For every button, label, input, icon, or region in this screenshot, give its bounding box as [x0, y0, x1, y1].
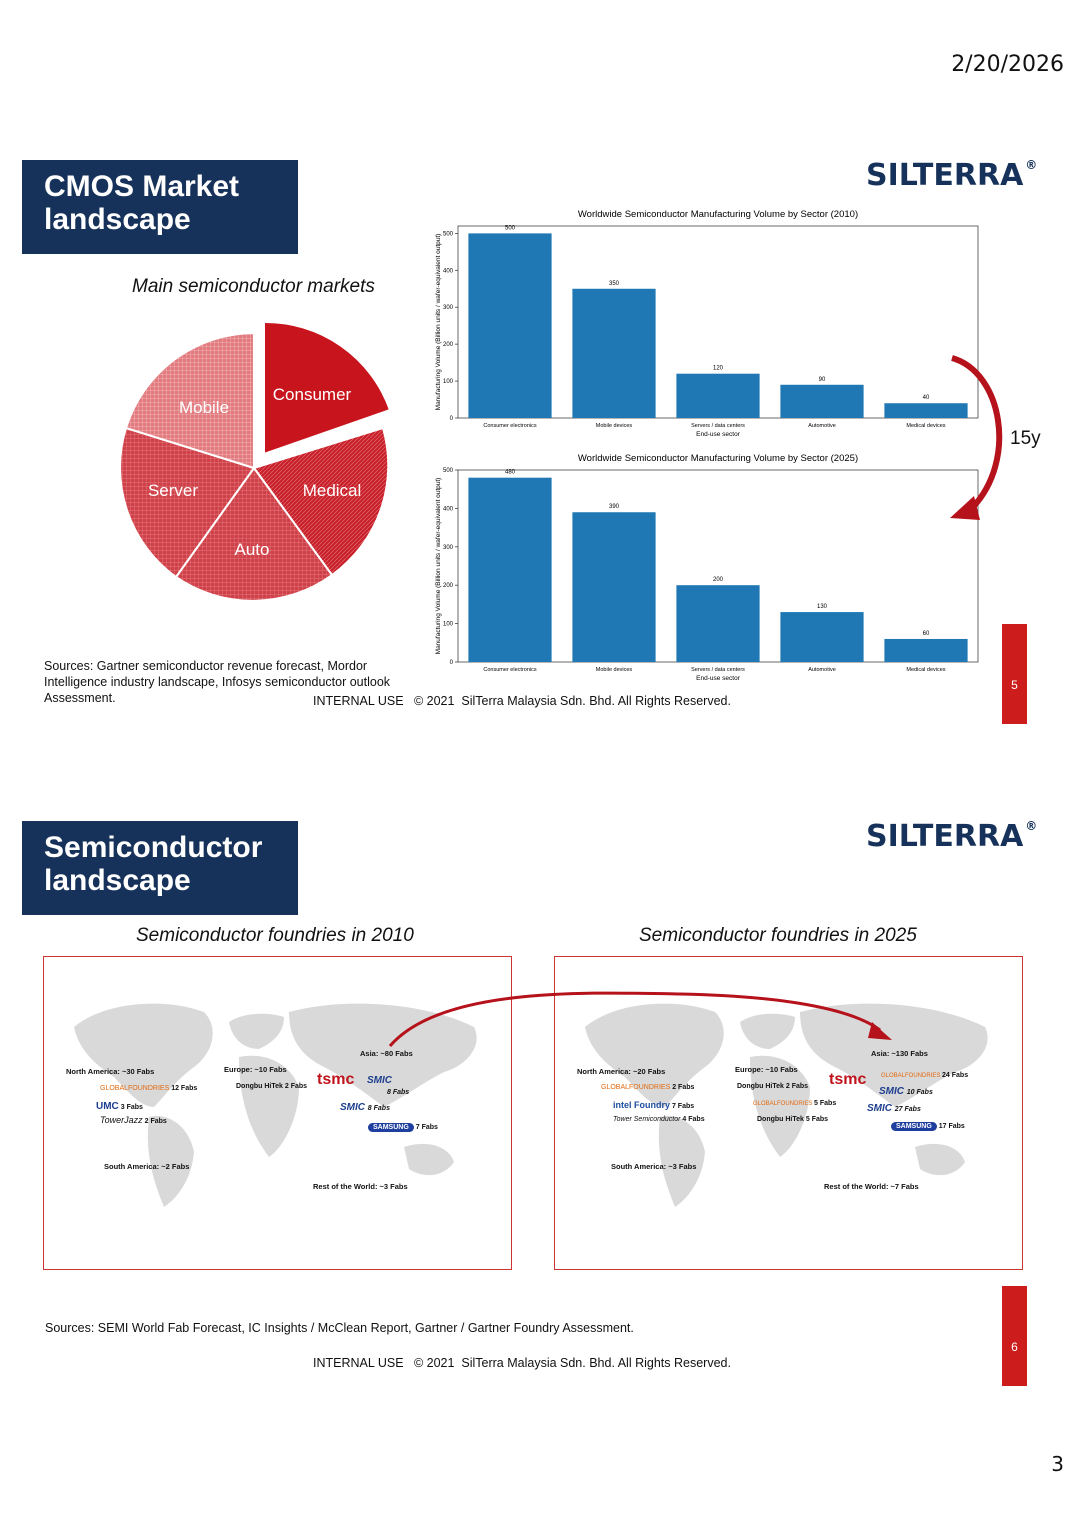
- x-tick-label: Medical devices: [906, 667, 946, 673]
- slide2-sources: Sources: SEMI World Fab Forecast, IC Insights / McClean Report, Gartner / Gartner Foundry Assessment.: [45, 1321, 634, 1335]
- years-arrow: [940, 350, 1010, 530]
- pie-label-auto: Auto: [234, 540, 270, 559]
- map2025-company-dongbu-1: Dongbu HiTek 2 Fabs: [737, 1083, 809, 1090]
- bar-value-label: 500: [504, 225, 516, 232]
- pie-label-consumer: Consumer: [272, 385, 352, 404]
- pie-label-server: Server: [147, 481, 199, 500]
- slide2-footer: INTERNAL USE © 2021 SilTerra Malaysia Sdn. Bhd. All Rights Reserved.: [313, 1356, 731, 1370]
- map2025-company-smic-1: SMIC 10 Fabs: [879, 1086, 933, 1097]
- map2025-na: North America: ~20 Fabs: [577, 1067, 666, 1076]
- slide2-title-box: [22, 821, 298, 915]
- bar: [572, 512, 655, 662]
- map2010-caption: Semiconductor foundries in 2010: [136, 925, 414, 946]
- y-tick-label: 100: [442, 621, 453, 628]
- silterra-logo: [866, 158, 1037, 193]
- slide1-sources: Sources: Gartner semiconductor revenue forecast, Mordor Intelligence industry landscape, Infosys semiconductor outlook Assessment.: [44, 659, 391, 705]
- map2025-caption: Semiconductor foundries in 2025: [639, 925, 917, 946]
- bar: [780, 385, 863, 418]
- slide1-number: 5: [1011, 678, 1018, 692]
- map2010-company-samsung: SAMSUNG 7 Fabs: [368, 1124, 438, 1131]
- bar-value-label: 40: [922, 395, 930, 402]
- map2025-rest: Rest of the World: ~7 Fabs: [824, 1182, 919, 1191]
- slide1-title-box: [22, 160, 298, 254]
- map2010-asia: Asia: ~80 Fabs: [360, 1049, 413, 1058]
- map2025-company-dongbu-2: Dongbu HiTek 5 Fabs: [757, 1116, 829, 1123]
- arrow-label: 15y: [1010, 428, 1041, 449]
- y-tick-label: 0: [449, 416, 453, 422]
- bar-value-label: 60: [922, 630, 930, 637]
- map2010-company-smic-1: SMIC 8 Fabs: [367, 1075, 410, 1096]
- x-tick-label: Consumer electronics: [483, 423, 537, 429]
- bar-chart-2010: [428, 202, 988, 442]
- bar: [676, 585, 759, 662]
- bar-value-label: 350: [608, 280, 620, 287]
- y-tick-label: 200: [442, 342, 453, 349]
- y-tick-label: 500: [442, 468, 453, 474]
- x-tick-label: Automotive: [808, 667, 836, 673]
- map2010-na: North America: ~30 Fabs: [66, 1067, 155, 1076]
- x-axis-label: End-use sector: [696, 431, 740, 438]
- map2010-company-smic-2: SMIC 8 Fabs: [340, 1102, 390, 1113]
- bar-value-label: 90: [818, 376, 826, 383]
- slide1-title: CMOS Market landscape: [44, 170, 240, 236]
- chart-title: Worldwide Semiconductor Manufacturing Volume by Sector (2010): [577, 209, 859, 220]
- foundry-shift-arrow: [380, 980, 900, 1050]
- bar-value-label: 120: [712, 365, 724, 372]
- slide2-number-tab: [1002, 1286, 1027, 1386]
- map2025-company-globalfoundries-eu: GLOBALFOUNDRIES 5 Fabs: [753, 1100, 837, 1107]
- bar: [780, 612, 863, 662]
- y-tick-label: 100: [442, 379, 453, 386]
- y-tick-label: 500: [442, 231, 453, 238]
- x-tick-label: Servers / data centers: [691, 667, 745, 673]
- bar: [884, 639, 967, 662]
- map2025-company-globalfoundries-asia: GLOBALFOUNDRIES 24 Fabs: [881, 1072, 969, 1079]
- map2025-company-intel: intel Foundry 7 Fabs: [613, 1100, 695, 1110]
- page-date: 2/20/2026: [951, 52, 1064, 77]
- x-tick-label: Medical devices: [906, 423, 946, 429]
- slide2-title: Semiconductor landscape: [44, 831, 263, 897]
- x-tick-label: Automotive: [808, 423, 836, 429]
- x-axis-label: End-use sector: [696, 675, 740, 682]
- y-axis-label: Manufacturing Volume (Billion units / wafer-equivalent output): [435, 477, 442, 655]
- bar: [468, 478, 551, 662]
- map2025-sa: South America: ~3 Fabs: [611, 1162, 697, 1171]
- logo-reg-2: ®: [1025, 819, 1038, 833]
- bar-value-label: 130: [816, 604, 828, 611]
- bar-value-label: 390: [608, 504, 620, 511]
- y-tick-label: 300: [442, 544, 453, 551]
- pie-title: Main semiconductor markets: [132, 276, 375, 297]
- bar-value-label: 200: [712, 577, 724, 584]
- pie-label-medical: Medical: [302, 481, 362, 500]
- map2010-sa: South America: ~2 Fabs: [104, 1162, 190, 1171]
- map2010-rest: Rest of the World: ~3 Fabs: [313, 1182, 408, 1191]
- logo-text-2: SILTERRA: [866, 819, 1024, 854]
- map2025-company-globalfoundries-na: GLOBALFOUNDRIES 2 Fabs: [601, 1084, 695, 1091]
- logo-text: SILTERRA: [866, 158, 1024, 193]
- silterra-logo-2: [866, 819, 1037, 854]
- map2025-company-smic-2: SMIC 27 Fabs: [867, 1103, 921, 1114]
- x-tick-label: Consumer electronics: [483, 667, 537, 673]
- map2010-eu: Europe: ~10 Fabs: [224, 1065, 287, 1074]
- map2010-company-dongbu: Dongbu HiTek 2 Fabs: [236, 1083, 308, 1090]
- y-axis-label: Manufacturing Volume (Billion units / wafer-equivalent output): [435, 233, 442, 411]
- slide1-number-tab: [1002, 624, 1027, 724]
- market-pie-chart: [110, 310, 410, 610]
- pie-label-mobile: Mobile: [178, 398, 230, 417]
- y-tick-label: 200: [442, 583, 453, 590]
- chart-title: Worldwide Semiconductor Manufacturing Volume by Sector (2025): [577, 453, 859, 464]
- bar: [572, 289, 655, 418]
- map2025-eu: Europe: ~10 Fabs: [735, 1065, 798, 1074]
- map2025-asia: Asia: ~130 Fabs: [871, 1049, 928, 1058]
- x-tick-label: Mobile devices: [595, 667, 633, 673]
- y-tick-label: 400: [442, 268, 453, 275]
- map2010-company-towerjazz: TowerJazz 2 Fabs: [100, 1115, 167, 1125]
- bar-chart-2025: [428, 446, 988, 686]
- map2025-company-tsmc: tsmc: [829, 1071, 867, 1088]
- slide2-number: 6: [1011, 1340, 1018, 1354]
- map2010-company-globalfoundries: GLOBALFOUNDRIES 12 Fabs: [100, 1085, 198, 1092]
- slide1-footer: INTERNAL USE © 2021 SilTerra Malaysia Sdn. Bhd. All Rights Reserved.: [313, 694, 731, 708]
- map2025-company-tower: Tower Semiconductor 4 Fabs: [613, 1116, 705, 1123]
- bar: [676, 374, 759, 418]
- logo-reg: ®: [1025, 158, 1038, 172]
- x-tick-label: Mobile devices: [595, 423, 633, 429]
- x-tick-label: Servers / data centers: [691, 423, 745, 429]
- bar-value-label: 480: [504, 469, 516, 476]
- page-number: 3: [1051, 1452, 1064, 1476]
- y-tick-label: 300: [442, 305, 453, 312]
- bar: [468, 233, 551, 418]
- map2010-company-tsmc: tsmc: [317, 1071, 355, 1088]
- y-tick-label: 400: [442, 506, 453, 513]
- map2010-company-umc: UMC 3 Fabs: [96, 1101, 143, 1112]
- y-tick-label: 0: [449, 660, 453, 666]
- map2025-company-samsung: SAMSUNG 17 Fabs: [891, 1123, 965, 1130]
